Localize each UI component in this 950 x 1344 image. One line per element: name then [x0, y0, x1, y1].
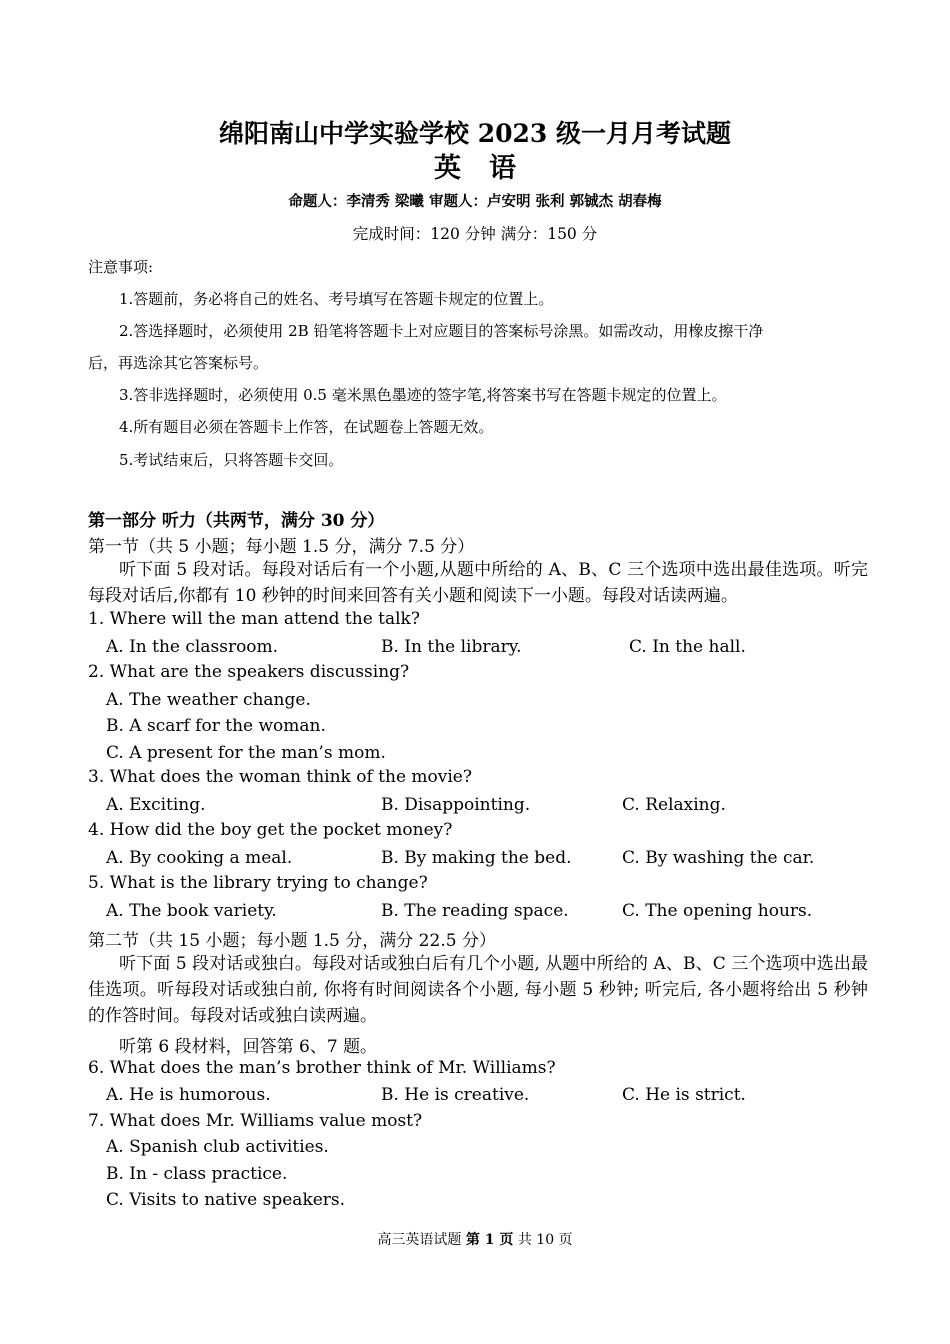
part1-heading: 第一部分 听力（共两节，满分 30 分） — [88, 511, 385, 531]
section2-heading: 第二节（共 15 小题；每小题 1.5 分，满分 22.5 分） — [88, 931, 496, 951]
section1-intro: 听下面 5 段对话。每段对话后有一个小题,从题中所给的 A、B、C 三个选项中选出最佳选项。听完每段对话后,你都有 10 秒钟的时间来回答有关小题和阅读下一小题。每段对话读两遍。 — [88, 560, 868, 606]
footer-prefix: 高三英语试题 — [377, 1232, 462, 1248]
note-item-3: 3.答非选择题时，必须使用 0.5 毫米黑色墨迹的签字笔,将答案书写在答题卡规定的位置上。 — [119, 386, 727, 404]
option-3c: C. Relaxing. — [622, 795, 726, 815]
option-3a: A. Exciting. — [106, 795, 206, 815]
notes-heading: 注意事项: — [88, 258, 154, 276]
option-2c: C. A present for the man’s mom. — [106, 743, 386, 763]
option-7a: A. Spanish club activities. — [106, 1137, 329, 1157]
option-1c: C. In the hall. — [629, 637, 746, 657]
material-6-label: 听第 6 段材料，回答第 6、7 题。 — [119, 1037, 378, 1057]
option-2b: B. A scarf for the woman. — [106, 716, 326, 736]
question-3: 3. What does the woman think of the movie? — [88, 767, 472, 787]
footer-total-pages: 共 10 页 — [517, 1232, 573, 1248]
option-4a: A. By cooking a meal. — [106, 848, 293, 868]
note-item-1: 1.答题前，务必将自己的姓名、考号填写在答题卡规定的位置上。 — [119, 290, 554, 308]
subject-title: 英语 — [434, 153, 544, 184]
option-4b: B. By making the bed. — [381, 848, 572, 868]
option-6b: B. He is creative. — [381, 1085, 530, 1105]
page-footer — [0, 1229, 950, 1249]
question-5: 5. What is the library trying to change? — [88, 873, 428, 893]
question-7: 7. What does Mr. Williams value most? — [88, 1111, 423, 1131]
option-1a: A. In the classroom. — [106, 637, 279, 657]
option-6a: A. He is humorous. — [106, 1085, 271, 1105]
section2-intro: 听下面 5 段对话或独白。每段对话或独白后有几个小题, 从题中所给的 A、B、C 三个选项中选出最佳选项。听每段对话或独白前, 你将有时间阅读各个小题, 每小题 5 秒钟; 听完后, 各小题将给出 5 秒钟的作答时间。每段对话或独白读两遍。 — [88, 954, 868, 1026]
option-3b: B. Disappointing. — [381, 795, 531, 815]
option-2a: A. The weather change. — [106, 690, 311, 710]
question-1: 1. Where will the man attend the talk? — [88, 609, 420, 629]
note-item-2-cont: 后，再选涂其它答案标号。 — [88, 354, 269, 372]
time-info: 完成时间：120 分钟 满分：150 分 — [352, 225, 598, 243]
note-item-2: 2.答选择题时，必须使用 2B 铅笔将答题卡上对应题目的答案标号涂黑。如需改动，用橡皮擦干净 — [119, 322, 764, 340]
option-5c: C. The opening hours. — [622, 901, 813, 921]
option-5b: B. The reading space. — [381, 901, 569, 921]
footer-page-number: 第 1 页 — [465, 1232, 514, 1248]
section1-heading: 第一节（共 5 小题；每小题 1.5 分，满分 7.5 分） — [88, 537, 475, 557]
question-6: 6. What does the man’s brother think of Mr. Williams? — [88, 1058, 556, 1078]
option-7c: C. Visits to native speakers. — [106, 1190, 346, 1210]
option-7b: B. In - class practice. — [106, 1164, 288, 1184]
option-6c: C. He is strict. — [622, 1085, 746, 1105]
authors-line: 命题人：李清秀 梁曦 审题人：卢安明 张利 郭铖杰 胡春梅 — [288, 193, 662, 210]
note-item-4: 4.所有题目必须在答题卡上作答，在试题卷上答题无效。 — [119, 418, 494, 436]
option-4c: C. By washing the car. — [622, 848, 815, 868]
question-2: 2. What are the speakers discussing? — [88, 662, 410, 682]
option-5a: A. The book variety. — [106, 901, 277, 921]
option-1b: B. In the library. — [381, 637, 522, 657]
exam-title: 绵阳南山中学实验学校 2023 级一月月考试题 — [219, 119, 731, 148]
question-4: 4. How did the boy get the pocket money? — [88, 820, 453, 840]
note-item-5: 5.考试结束后，只将答题卡交回。 — [119, 451, 344, 469]
